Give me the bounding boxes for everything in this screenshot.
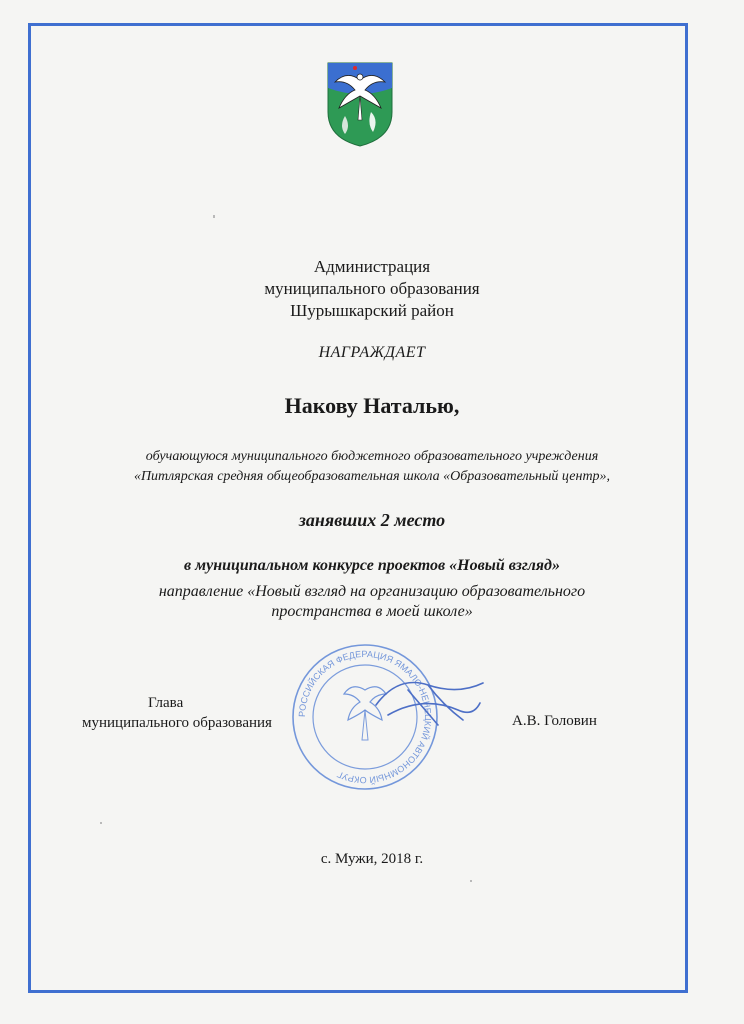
student-description bbox=[0, 447, 744, 487]
direction-line: пространства в моей школе» bbox=[271, 603, 473, 620]
handwritten-signature bbox=[368, 665, 488, 735]
scan-speck bbox=[100, 822, 102, 824]
scan-speck bbox=[470, 880, 472, 882]
place-and-date: с. Мужи, 2018 г. bbox=[320, 851, 424, 867]
student-line: обучающуюся муниципального бюджетного образовательного учреждения bbox=[145, 449, 599, 464]
recipient-name: Накову Наталью, bbox=[284, 393, 460, 418]
contest-direction bbox=[0, 582, 744, 622]
issuer-line: муниципального образования bbox=[264, 279, 480, 298]
student-line: «Питлярская средняя общеобразовательная школа «Образовательный центр», bbox=[133, 469, 611, 484]
page-border bbox=[28, 23, 688, 993]
scan-speck bbox=[213, 215, 215, 218]
signatory-title-line: муниципального образования bbox=[82, 715, 272, 731]
place-achieved: занявших 2 место bbox=[298, 510, 446, 530]
signatory-title bbox=[82, 693, 322, 733]
coat-of-arms-emblem bbox=[325, 60, 395, 148]
issuer-block bbox=[0, 256, 744, 322]
stamp-text: РОССИЙСКАЯ ФЕДЕРАЦИЯ ЯМАЛО-НЕНЕЦКИЙ АВТОНОМНЫЙ ОКРУГ bbox=[296, 648, 434, 786]
direction-line: направление «Новый взгляд на организацию образовательного bbox=[158, 583, 586, 600]
issuer-line: Администрация bbox=[313, 257, 431, 276]
issuer-line: Шурышкарский район bbox=[290, 301, 454, 320]
signatory-title-line: Глава bbox=[148, 695, 184, 711]
contest-name: в муниципальном конкурсе проектов «Новый взгляд» bbox=[184, 557, 560, 574]
signatory-name: А.В. Головин bbox=[512, 713, 597, 729]
awards-heading: НАГРАЖДАЕТ bbox=[318, 344, 426, 361]
